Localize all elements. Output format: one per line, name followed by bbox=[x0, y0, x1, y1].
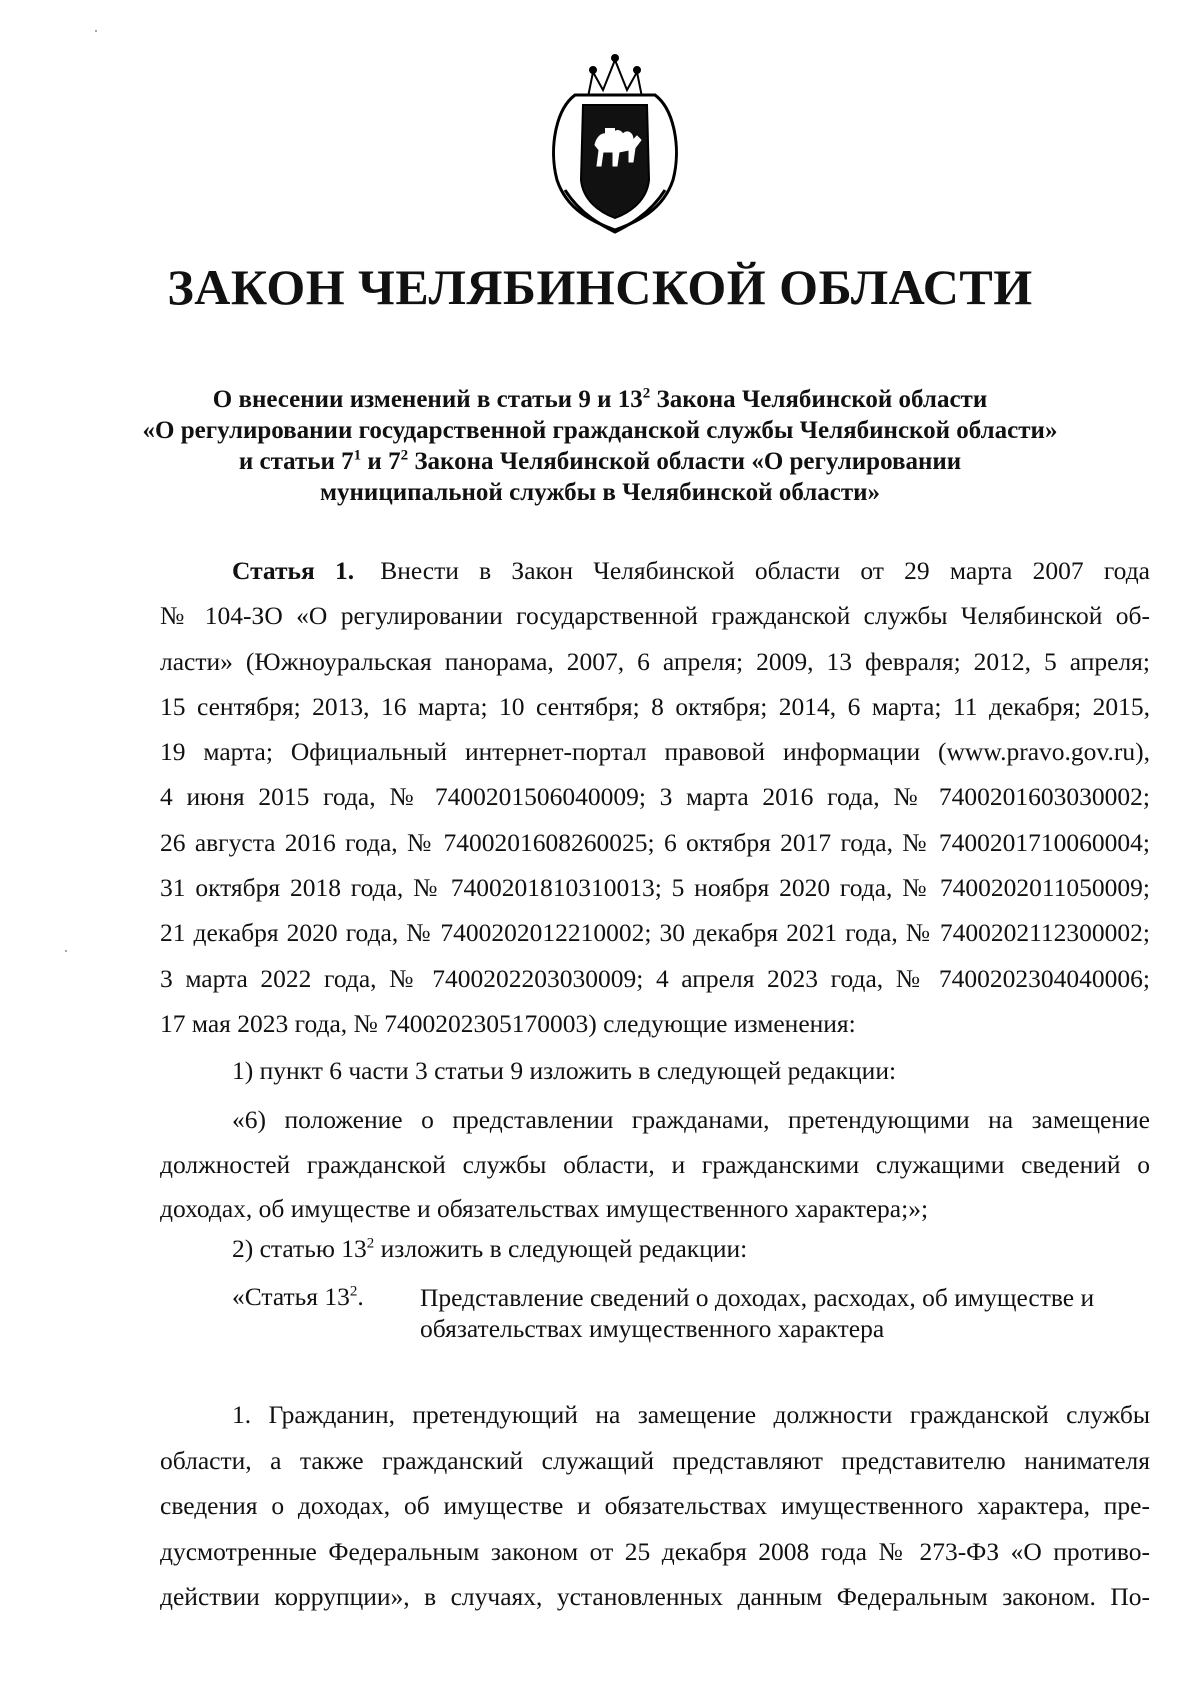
quote-line: доходах, об имуществе и обязательствах имущественного характера;»; bbox=[160, 1194, 929, 1223]
article-13-2-title: Представление сведений о доходах, расходах, об имуществе и обязательствах имущественного характера bbox=[420, 1283, 1095, 1343]
article-1-line: ласти» (Южноуральская панорама, 2007, 6 апреля; 2009, 13 февраля; 2012, 5 апреля; bbox=[160, 646, 1150, 676]
article-1-line: 15 сентября; 2013, 16 марта; 10 сентября; 8 октября; 2014, 6 марта; 11 декабря; 2015, bbox=[160, 691, 1150, 721]
scan-speck bbox=[65, 950, 67, 952]
quote-item-6 bbox=[160, 1098, 1150, 1232]
coat-of-arms-emblem bbox=[545, 50, 685, 240]
subtitle-line: «О регулировании государственной гражданской службы Челябинской области» bbox=[142, 417, 1058, 444]
subtitle-line: и статьи $7^1$ и $7^2$ Закона Челябинской области «О регулировании bbox=[238, 447, 962, 475]
article-1-line: 17 мая 2023 года, № 7400202305170003) следующие изменения: bbox=[160, 1008, 856, 1038]
paragraph-line: действии коррупции», в случаях, установленных данным Федеральным законом. По- bbox=[160, 1582, 1150, 1611]
law-title: ЗАКОН ЧЕЛЯБИНСКОЙ ОБЛАСТИ bbox=[167, 259, 1033, 315]
paragraph-line: 1. Гражданин, претендующий на замещение должности гражданской службы bbox=[232, 1400, 1150, 1429]
article-1-line: 26 августа 2016 года, № 7400201608260025; 6 октября 2017 года, № 7400201710060004; bbox=[160, 827, 1150, 857]
paragraph-1 bbox=[160, 1392, 1150, 1620]
article-1-line: 31 октября 2018 года, № 7400201810310013; 5 ноября 2020 года, № 7400202011050009; bbox=[160, 873, 1150, 903]
article-1-line: № 104-ЗО «О регулировании государственной гражданской службы Челябинской об- bbox=[160, 601, 1150, 631]
item-1: 1) пункт 6 части 3 статьи 9 изложить в следующей редакции: bbox=[232, 1056, 897, 1085]
article-1 bbox=[160, 548, 1150, 1046]
article-1-label: Статья 1. bbox=[232, 556, 355, 585]
article-13-2-label: «Статья $13^2$. bbox=[232, 1282, 364, 1311]
paragraph-line: дусмотренные Федеральным законом от 25 декабря 2008 года № 273-ФЗ «О противо- bbox=[160, 1536, 1150, 1566]
article-1-line: Статья 1. Внести в Закон Челябинской области от 29 марта 2007 года bbox=[232, 556, 1150, 585]
quote-line: «6) положение о представлении гражданами, претендующими на замещение bbox=[232, 1105, 1150, 1134]
article-1-line: 4 июня 2015 года, № 7400201506040009; 3 марта 2016 года, № 7400201603030002; bbox=[160, 782, 1150, 812]
paragraph-line: области, а также гражданский служащий представляют представителю нанимателя bbox=[160, 1445, 1150, 1475]
item-2: 2) статью $13^2$ изложить в следующей редакции: bbox=[232, 1234, 748, 1263]
article-1-line: 19 марта; Официальный интернет-портал правовой информации (www.pravo.gov.ru), bbox=[160, 737, 1150, 767]
quote-line: должностей гражданской службы области, и гражданскими служащими сведений о bbox=[160, 1149, 1150, 1179]
paragraph-line: сведения о доходах, об имуществе и обязательствах имущественного характера, пре- bbox=[160, 1491, 1150, 1520]
subtitle-line: муниципальной службы в Челябинской области» bbox=[320, 479, 880, 506]
article-1-line: 3 марта 2022 года, № 7400202203030009; 4 апреля 2023 года, № 7400202304040006; bbox=[160, 963, 1150, 993]
subtitle-line: О внесении изменений в статьи 9 и $13^2$ Закона Челябинской области bbox=[212, 385, 988, 413]
scan-speck bbox=[95, 30, 97, 32]
law-subtitle bbox=[130, 384, 1070, 508]
article-1-line: 21 декабря 2020 года, № 7400202012210002; 30 декабря 2021 года, № 7400202112300002; bbox=[160, 918, 1150, 948]
